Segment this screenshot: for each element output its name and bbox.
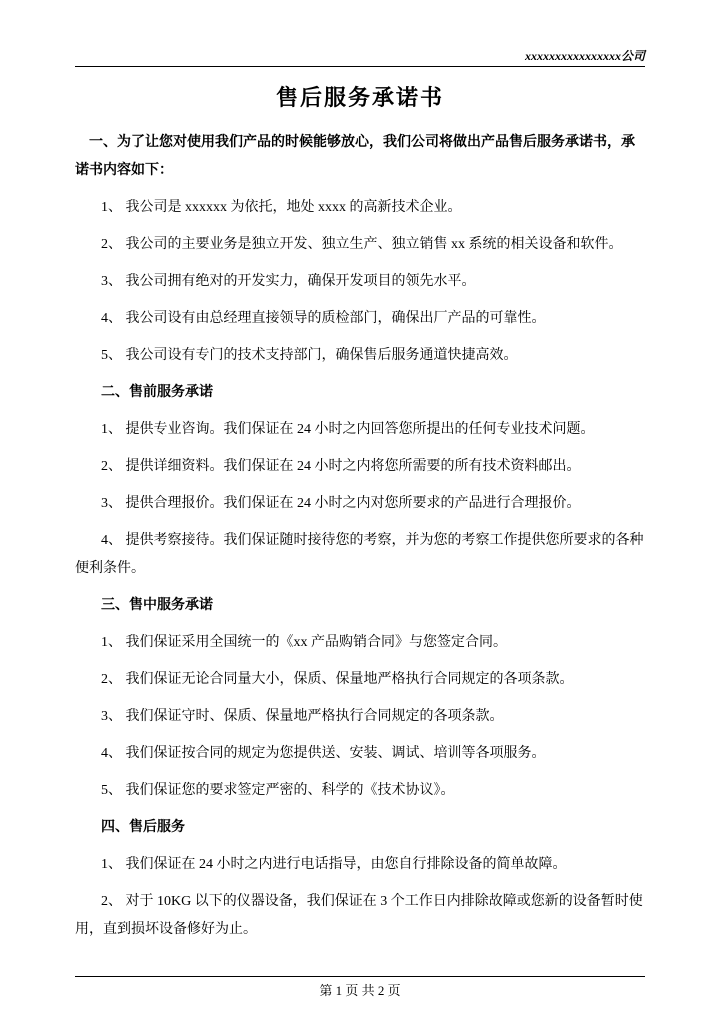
page-header: [75, 48, 645, 67]
paragraph: 4、 我公司设有由总经理直接领导的质检部门，确保出厂产品的可靠性。: [101, 311, 546, 326]
paragraph: 5、 我们保证您的要求签定严密的、科学的《技术协议》。: [101, 783, 455, 798]
paragraph: 1、 我们保证采用全国统一的《xx 产品购销合同》与您签定合同。: [101, 635, 507, 650]
page-number: 第 1 页 共 2 页: [319, 983, 401, 998]
paragraph: 1、 我们保证在 24 小时之内进行电话指导，由您自行排除设备的简单故障。: [101, 857, 567, 872]
paragraph: 2、 对于 10KG 以下的仪器设备，我们保证在 3 个工作日内排除故障或您新的设备暂时使用，直到损坏设备修好为止。: [75, 894, 643, 937]
company-name: xxxxxxxxxxxxxxxx公司: [524, 49, 645, 63]
paragraph: 3、 我公司拥有绝对的开发实力，确保开发项目的领先水平。: [101, 274, 476, 289]
section-heading: 二、售前服务承诺: [101, 385, 213, 400]
page-footer: [75, 976, 645, 999]
paragraph: 2、 我们保证无论合同量大小，保质、保量地严格执行合同规定的各项条款。: [101, 672, 574, 687]
document-body: [75, 129, 645, 944]
paragraph: 3、 我们保证守时、保质、保量地严格执行合同规定的各项条款。: [101, 709, 504, 724]
paragraph: 3、 提供合理报价。我们保证在 24 小时之内对您所要求的产品进行合理报价。: [101, 496, 581, 511]
section-heading: 四、售后服务: [101, 820, 185, 835]
paragraph: 4、 我们保证按合同的规定为您提供送、安装、调试、培训等各项服务。: [101, 746, 546, 761]
paragraph: 一、为了让您对使用我们产品的时候能够放心，我们公司将做出产品售后服务承诺书，承诺书内容如下：: [75, 135, 635, 178]
paragraph: 4、 提供考察接待。我们保证随时接待您的考察，并为您的考察工作提供您所要求的各种便利条件。: [75, 533, 644, 576]
paragraph: 2、 我公司的主要业务是独立开发、独立生产、独立销售 xx 系统的相关设备和软件。: [101, 237, 623, 252]
section-heading: 三、售中服务承诺: [101, 598, 213, 613]
paragraph: 1、 我公司是 xxxxxx 为依托，地处 xxxx 的高新技术企业。: [101, 200, 462, 215]
paragraph: 2、 提供详细资料。我们保证在 24 小时之内将您所需要的所有技术资料邮出。: [101, 459, 581, 474]
paragraph: 5、 我公司设有专门的技术支持部门，确保售后服务通道快捷高效。: [101, 348, 518, 363]
paragraph: 1、 提供专业咨询。我们保证在 24 小时之内回答您所提出的任何专业技术问题。: [101, 422, 595, 437]
document-title: 售后服务承诺书: [275, 85, 444, 110]
